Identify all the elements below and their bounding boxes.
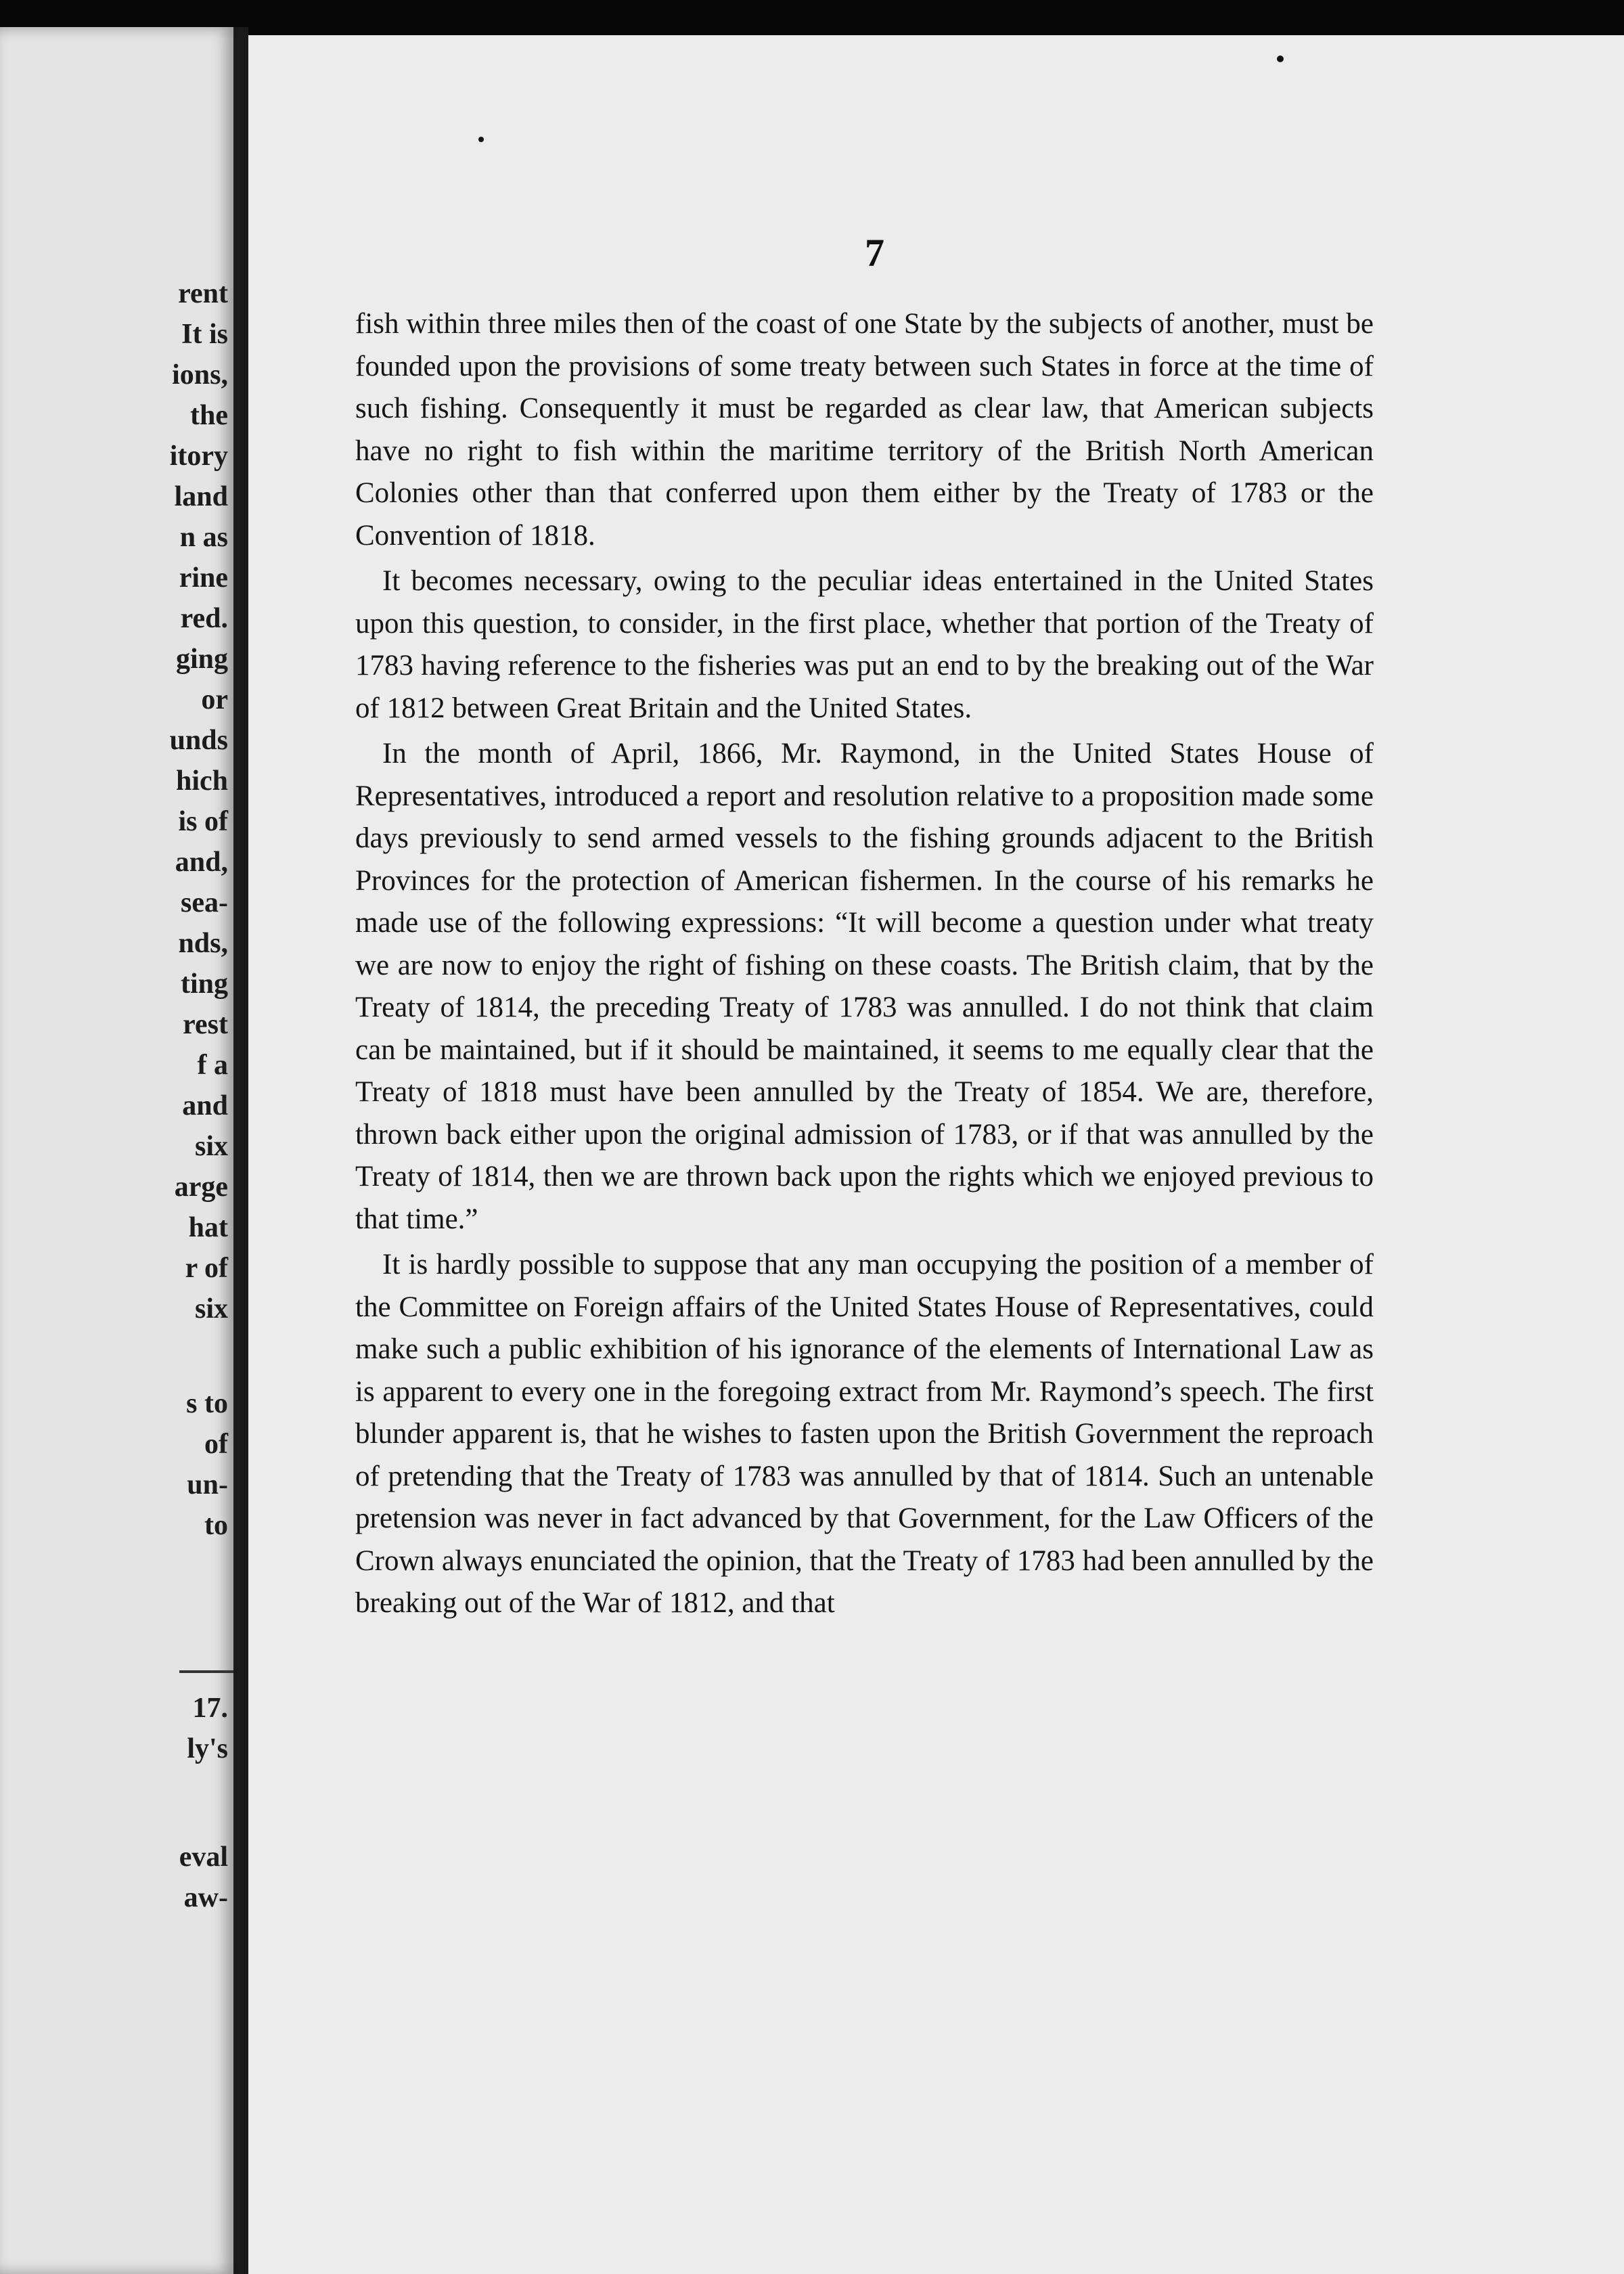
- left-margin-fragment: land: [174, 481, 228, 512]
- left-margin-fragment: ging: [175, 644, 228, 675]
- left-margin-fragment: r of: [185, 1253, 228, 1284]
- left-margin-fragment: or: [201, 684, 228, 715]
- left-margin-fragment: ions,: [172, 359, 228, 391]
- left-margin-fragment: the: [190, 400, 228, 431]
- left-margin-fragment: itory: [169, 441, 228, 472]
- left-margin-fragment: rent: [178, 278, 228, 309]
- left-margin-fragment: hat: [188, 1212, 228, 1243]
- left-margin-fragment: six: [194, 1293, 228, 1324]
- left-margin-fragment: It is: [181, 319, 228, 350]
- left-margin-fragment: 17.: [192, 1693, 228, 1724]
- scan-speck: [1277, 55, 1284, 62]
- left-page-footnote-rule: [179, 1670, 233, 1673]
- scan-speck: [478, 137, 484, 142]
- left-margin-fragment: ting: [180, 968, 228, 1000]
- left-margin-fragment: unds: [169, 725, 228, 756]
- left-margin-fragment: aw-: [183, 1882, 228, 1913]
- left-margin-fragment: sea-: [181, 887, 228, 918]
- book-gutter: [233, 27, 248, 2274]
- page-number: 7: [865, 231, 884, 275]
- left-margin-fragment: n as: [179, 522, 228, 553]
- left-margin-fragment: rine: [179, 562, 228, 594]
- body-text: [355, 303, 1374, 1625]
- paragraph: In the month of April, 1866, Mr. Raymond, in the United States House of Representatives, introduced a report and resolution relative to a proposition made some days previously to send armed vessels to the fishing grounds adjacent to the British Provinces for the protection of American fishermen. In the course of his remarks he made use of the following expressions: “It will become a question under what treaty we are now to enjoy the right of fishing on these coasts. The British claim, that by the Treaty of 1814, the preceding Treaty of 1783 was annulled. I do not think that claim can be maintained, but if it should be maintained, it seems to me equally clear that the Treaty of 1818 must have been annulled by the Treaty of 1854. We are, therefore, thrown back either upon the original admission of 1783, or if that was annulled by the Treaty of 1814, then we are thrown back upon the rights which we enjoyed previous to that time.”: [355, 738, 1374, 1235]
- left-margin-fragment: s to: [186, 1388, 228, 1419]
- paragraph: fish within three miles then of the coast of one State by the subjects of another, must be founded upon the provisions of some treaty between such States in force at the time of such fishing. Consequently it must be regarded as clear law, that American subjects have no right to fish within the maritime territory of the British North American Colonies other than that conferred upon them either by the Treaty of 1783 or the Convention of 1818.: [355, 308, 1374, 552]
- left-margin-fragment: is of: [178, 806, 228, 837]
- paragraph: It is hardly possible to suppose that any man occupying the position of a member of the Committee on Foreign affairs of the United States House of Representatives, could make such a public exhibition of his ignorance of the elements of International Law as is apparent to every one in the foregoing extract from Mr. Raymond’s speech. The first blunder apparent is, that he wishes to fasten upon the British Government the reproach of pretending that the Treaty of 1783 was annulled by that of 1814. Such an untenable pretension was never in fact advanced by that Government, for the Law Officers of the Crown always enunciated the opinion, that the Treaty of 1783 had been annulled by the breaking out of the War of 1812, and that: [355, 1249, 1374, 1619]
- paragraph: It becomes necessary, owing to the peculiar ideas entertained in the United States upon this question, to consider, in the first place, whether that portion of the Treaty of 1783 having reference to the fisheries was put an end to by the breaking out of the War of 1812 between Great Britain and the United States.: [355, 565, 1374, 724]
- left-margin-fragment: and: [182, 1090, 228, 1121]
- left-margin-fragment: ly's: [187, 1733, 228, 1764]
- left-margin-fragment: arge: [174, 1172, 228, 1203]
- left-margin-fragment: of: [204, 1429, 228, 1460]
- left-margin-fragment: to: [204, 1510, 228, 1541]
- left-margin-fragment: six: [194, 1131, 228, 1162]
- left-margin-fragment: and,: [175, 847, 228, 878]
- left-margin-fragment: eval: [179, 1842, 228, 1873]
- left-margin-fragment: f a: [197, 1050, 228, 1081]
- left-margin-fragment: red.: [180, 603, 228, 634]
- left-page-edge: [0, 27, 233, 2274]
- left-margin-fragment: un-: [187, 1469, 228, 1500]
- left-margin-fragment: rest: [183, 1009, 228, 1040]
- left-margin-fragment: hich: [175, 765, 228, 797]
- left-margin-fragment: nds,: [178, 928, 228, 959]
